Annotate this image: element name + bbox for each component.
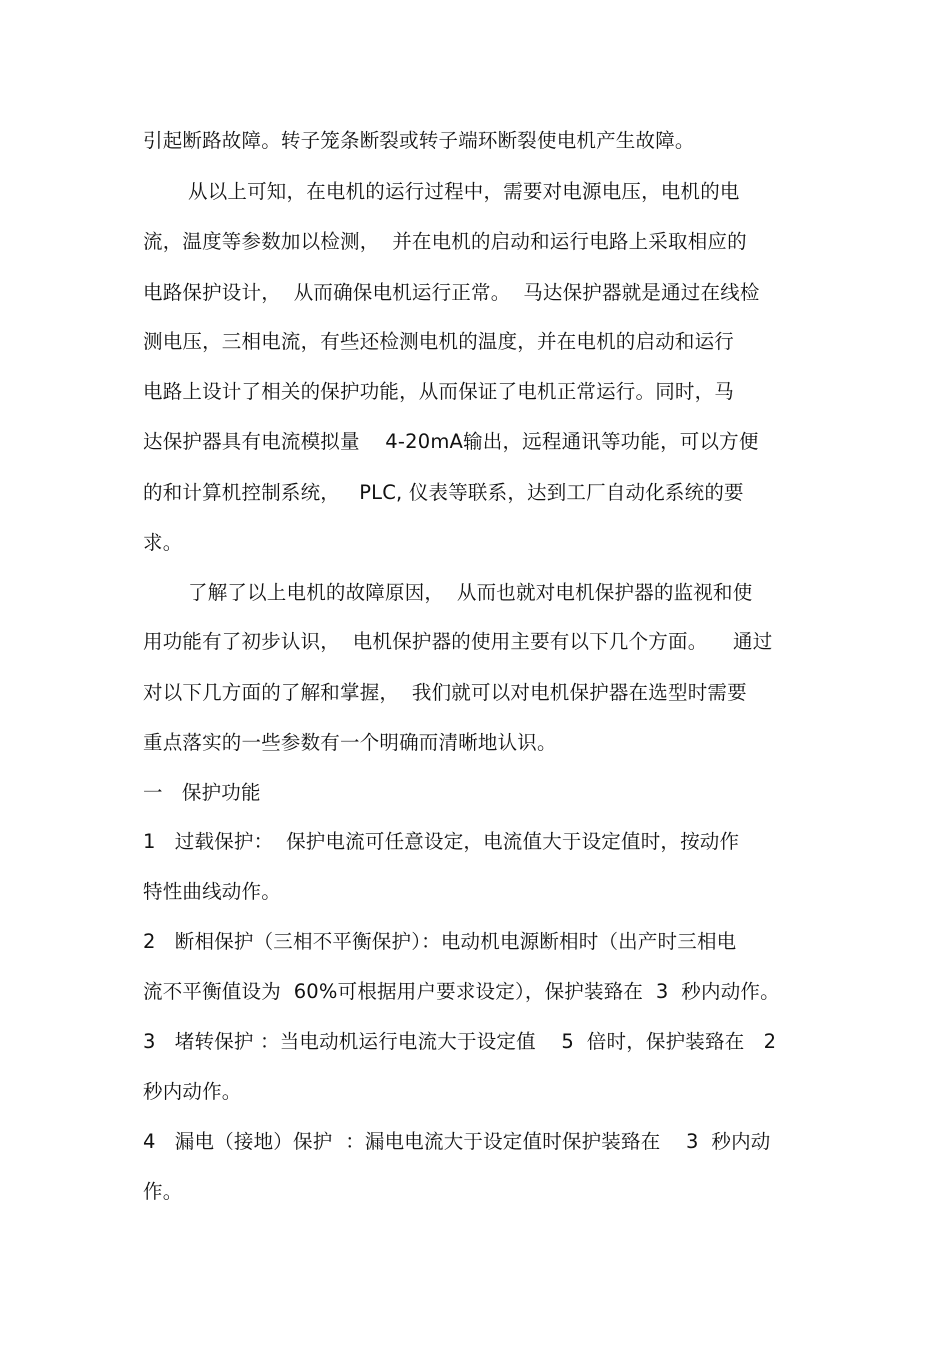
paragraph-line: 用功能有了初步认识， 电机保护器的使用主要有以下几个方面。 通过 bbox=[143, 630, 773, 653]
section-heading: 一 保护功能 bbox=[143, 781, 261, 804]
list-item-continuation: 流不平衡值设为 60%可根据用户要求设定），保护装臵在 3 秒内动作。 bbox=[143, 980, 780, 1003]
list-item-continuation: 秒内动作。 bbox=[143, 1080, 242, 1103]
paragraph-line: 流，温度等参数加以检测， 并在电机的启动和运行电路上采取相应的 bbox=[143, 230, 747, 253]
paragraph-line: 电路上设计了相关的保护功能，从而保证了电机正常运行。同时，马 bbox=[143, 380, 735, 403]
paragraph-line: 重点落实的一些参数有一个明确而清晰地认识。 bbox=[143, 731, 557, 754]
list-item: 4 漏电（接地）保护 ：漏电电流大于设定值时保护装臵在 3 秒内动 bbox=[143, 1130, 771, 1153]
paragraph-line: 电路保护设计， 从而确保电机运行正常。 马达保护器就是通过在线检 bbox=[143, 281, 760, 304]
list-item-continuation: 特性曲线动作。 bbox=[143, 880, 281, 903]
paragraph-line: 对以下几方面的了解和掌握， 我们就可以对电机保护器在选型时需要 bbox=[143, 681, 747, 704]
list-item-continuation: 作。 bbox=[143, 1180, 183, 1203]
paragraph-line: 从以上可知，在电机的运行过程中，需要对电源电压，电机的电 bbox=[188, 180, 740, 203]
paragraph-line: 达保护器具有电流模拟量 4-20mA输出，远程通讯等功能，可以方便 bbox=[143, 430, 759, 453]
list-item: 2 断相保护（三相不平衡保护）：电动机电源断相时（出产时三相电 bbox=[143, 930, 737, 953]
paragraph-line: 求。 bbox=[143, 531, 183, 554]
paragraph-line: 的和计算机控制系统， PLC, 仪表等联系，达到工厂自动化系统的要 bbox=[143, 481, 744, 504]
paragraph-line: 了解了以上电机的故障原因， 从而也就对电机保护器的监视和使 bbox=[188, 581, 753, 604]
list-item: 3 堵转保护 ：当电动机运行电流大于设定值 5 倍时，保护装臵在 2 bbox=[143, 1030, 777, 1053]
paragraph-line: 引起断路故障。转子笼条断裂或转子端环断裂使电机产生故障。 bbox=[143, 129, 695, 152]
paragraph-line: 测电压，三相电流，有些还检测电机的温度，并在电机的启动和运行 bbox=[143, 330, 735, 353]
list-item: 1 过载保护： 保护电流可任意设定，电流值大于设定值时，按动作 bbox=[143, 830, 740, 853]
